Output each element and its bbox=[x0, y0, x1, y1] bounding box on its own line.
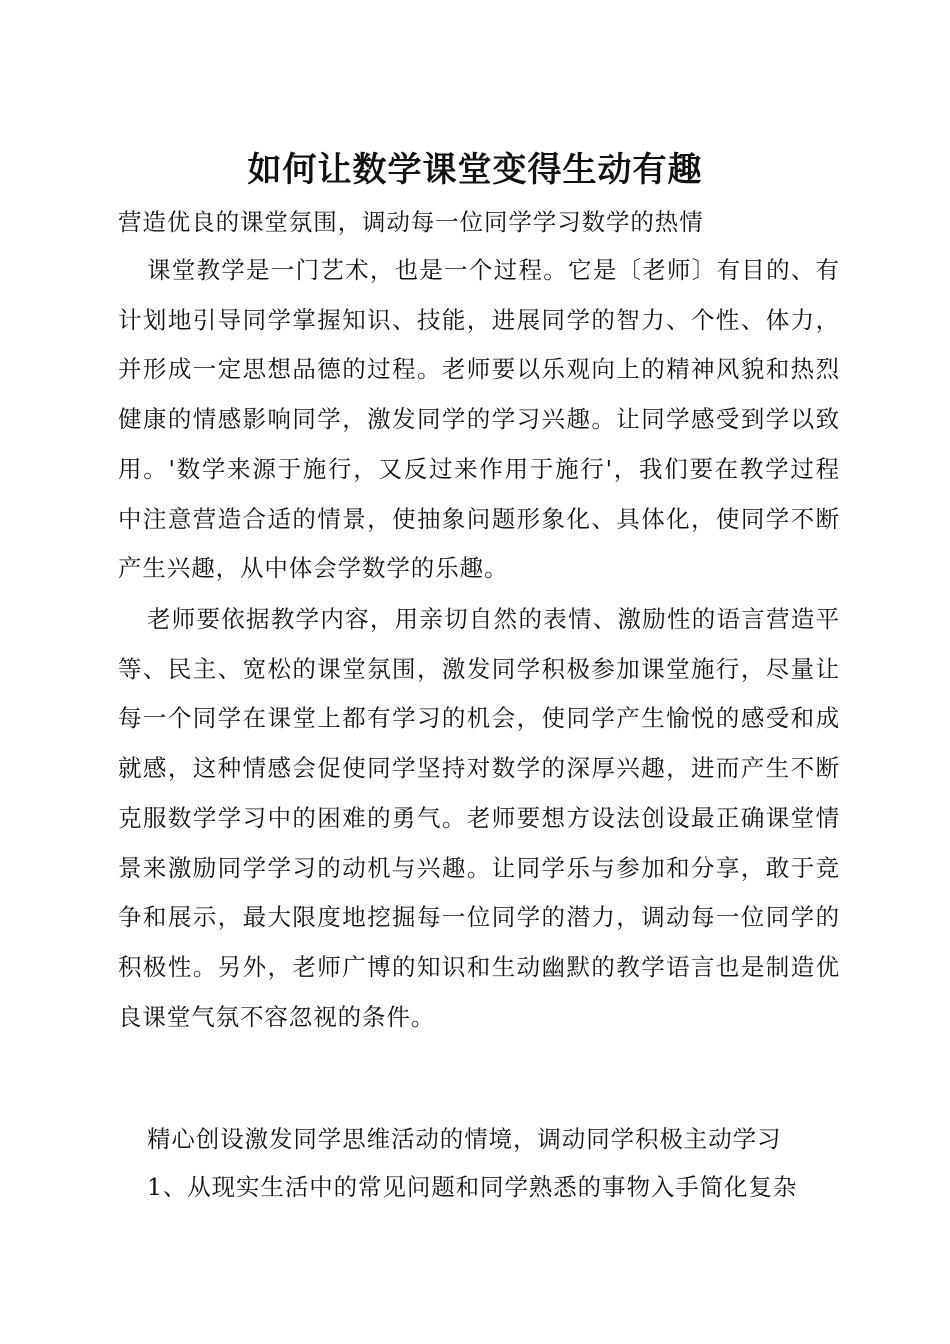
paragraph-1: 课堂教学是一门艺术，也是一个过程。它是〔老师〕有目的、有计划地引导同学掌握知识、技能，进展同学的智力、个性、体力，并形成一定思想品德的过程。老师要以乐观向上的精神风貌和热烈健康的情感影响同学，激发同学的学习兴趣。让同学感受到学以致用。'数学来源于施行，又反过来作用于施行'，我们要在教学过程中注意营造合适的情景，使抽象问题形象化、具体化，使同学不断产生兴趣，从中体会学数学的乐趣。 bbox=[118, 256, 840, 583]
paragraph-2: 老师要依据教学内容，用亲切自然的表情、激励性的语言营造平等、民主、宽松的课堂氛围，激发同学积极参加课堂施行，尽量让每一个同学在课堂上都有学习的机会，使同学产生愉悦的感受和成就感，这种情感会促使同学坚持对数学的深厚兴趣，进而产生不断克服数学学习中的困难的勇气。老师要想方设法创设最正确课堂情景来激励同学学习的动机与兴趣。让同学乐与参加和分享，敢于竞争和展示，最大限度地挖掘每一位同学的潜力，调动每一位同学的积极性。另外，老师广博的知识和生动幽默的教学语言也是制造优良课堂气氛不容忽视的条件。 bbox=[118, 605, 840, 1031]
section-heading-1: 营造优良的课堂氛围，调动每一位同学学习数学的热情 bbox=[118, 208, 704, 236]
document-title: 如何让数学课堂变得生动有趣 bbox=[247, 150, 703, 190]
list-item-1: 1、从现实生活中的常见问题和同学熟悉的事物入手简化复杂 bbox=[147, 1173, 798, 1201]
section-heading-2: 精心创设激发同学思维活动的情境，调动同学积极主动学习 bbox=[147, 1125, 782, 1153]
